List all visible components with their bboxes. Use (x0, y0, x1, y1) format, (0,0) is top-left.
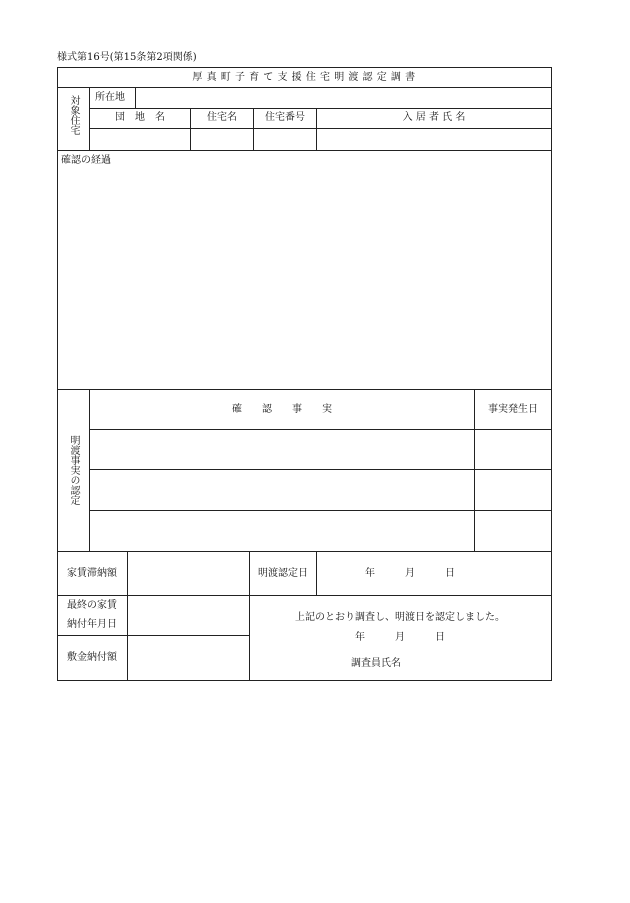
last-rent-label-line2: 納付年月日 (67, 619, 117, 630)
column-confirmed-facts: 確 認 事 実 (232, 404, 332, 415)
target-housing-side-label: 対象住宅 (68, 95, 79, 135)
confirmation-history-label: 確認の経過 (61, 155, 111, 166)
eviction-facts-side-label: 明渡事実の認定 (68, 435, 79, 505)
form-title: 厚 真 町 子 育 て 支 援 住 宅 明 渡 認 定 調 書 (192, 72, 416, 83)
column-danchi-name: 団 地 名 (115, 112, 165, 123)
deposit-label: 敷金納付額 (67, 652, 117, 663)
eviction-date-label: 明渡認定日 (258, 568, 308, 579)
last-rent-label-line1: 最終の家賃 (67, 600, 117, 611)
column-resident-name: 入 居 者 氏 名 (402, 112, 466, 123)
rent-arrears-label: 家賃滞納額 (67, 568, 117, 579)
eviction-date-value: 年 月 日 (365, 568, 455, 579)
investigator-name-label: 調査員氏名 (351, 658, 401, 669)
certification-text: 上記のとおり調査し、明渡日を認定しました。 (295, 612, 505, 623)
column-housing-number: 住宅番号 (265, 112, 305, 123)
certification-date: 年 月 日 (355, 632, 445, 643)
column-fact-date: 事実発生日 (488, 404, 538, 415)
location-label: 所在地 (95, 92, 125, 103)
column-housing-name: 住宅名 (207, 112, 237, 123)
form-number: 様式第16号(第15条第2項関係) (57, 52, 197, 63)
